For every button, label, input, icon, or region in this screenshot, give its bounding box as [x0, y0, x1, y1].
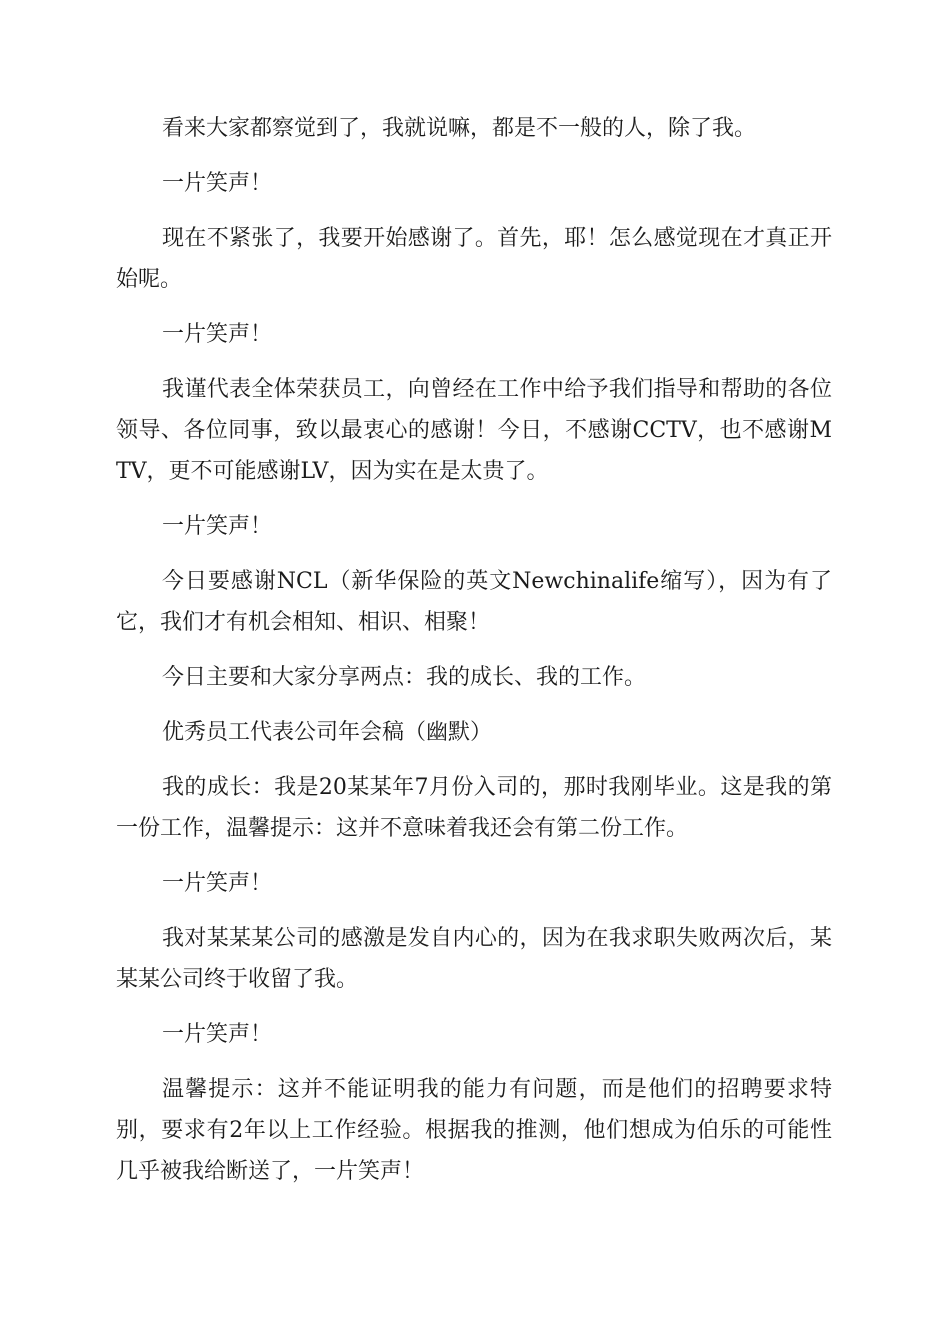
- paragraph: 一片笑声！: [162, 322, 273, 347]
- paragraph: 我谨代表全体荣获员工，向曾经在工作中给予我们指导和帮助的各位领导、各位同事，致以最衷心的感谢！今日，不感谢CCTV，也不感谢MTV，更不可能感谢LV，因为实在是太贵了。: [116, 377, 832, 484]
- document-body: [116, 108, 832, 1206]
- paragraph: 一片笑声！: [162, 871, 273, 896]
- paragraph: 我对某某某公司的感激是发自内心的，因为在我求职失败两次后，某某某公司终于收留了我。: [116, 926, 832, 992]
- paragraph: 今日要感谢NCL（新华保险的英文Newchinalife缩写），因为有了它，我们才有机会相知、相识、相聚！: [116, 569, 832, 635]
- paragraph: 看来大家都察觉到了，我就说嘛，都是不一般的人，除了我。: [162, 116, 757, 141]
- section-title: 优秀员工代表公司年会稿（幽默）: [162, 720, 493, 745]
- paragraph: 温馨提示：这并不能证明我的能力有问题，而是他们的招聘要求特别，要求有2年以上工作经验。根据我的推测，他们想成为伯乐的可能性几乎被我给断送了，一片笑声！: [116, 1077, 832, 1184]
- paragraph: 一片笑声！: [162, 514, 273, 539]
- paragraph: 现在不紧张了，我要开始感谢了。首先，耶！怎么感觉现在才真正开始呢。: [116, 226, 832, 292]
- paragraph: 一片笑声！: [162, 1022, 273, 1047]
- paragraph: 我的成长：我是20某某年7月份入司的，那时我刚毕业。这是我的第一份工作，温馨提示：这并不意味着我还会有第二份工作。: [116, 775, 832, 841]
- paragraph: 今日主要和大家分享两点：我的成长、我的工作。: [162, 665, 647, 690]
- paragraph: 一片笑声！: [162, 171, 273, 196]
